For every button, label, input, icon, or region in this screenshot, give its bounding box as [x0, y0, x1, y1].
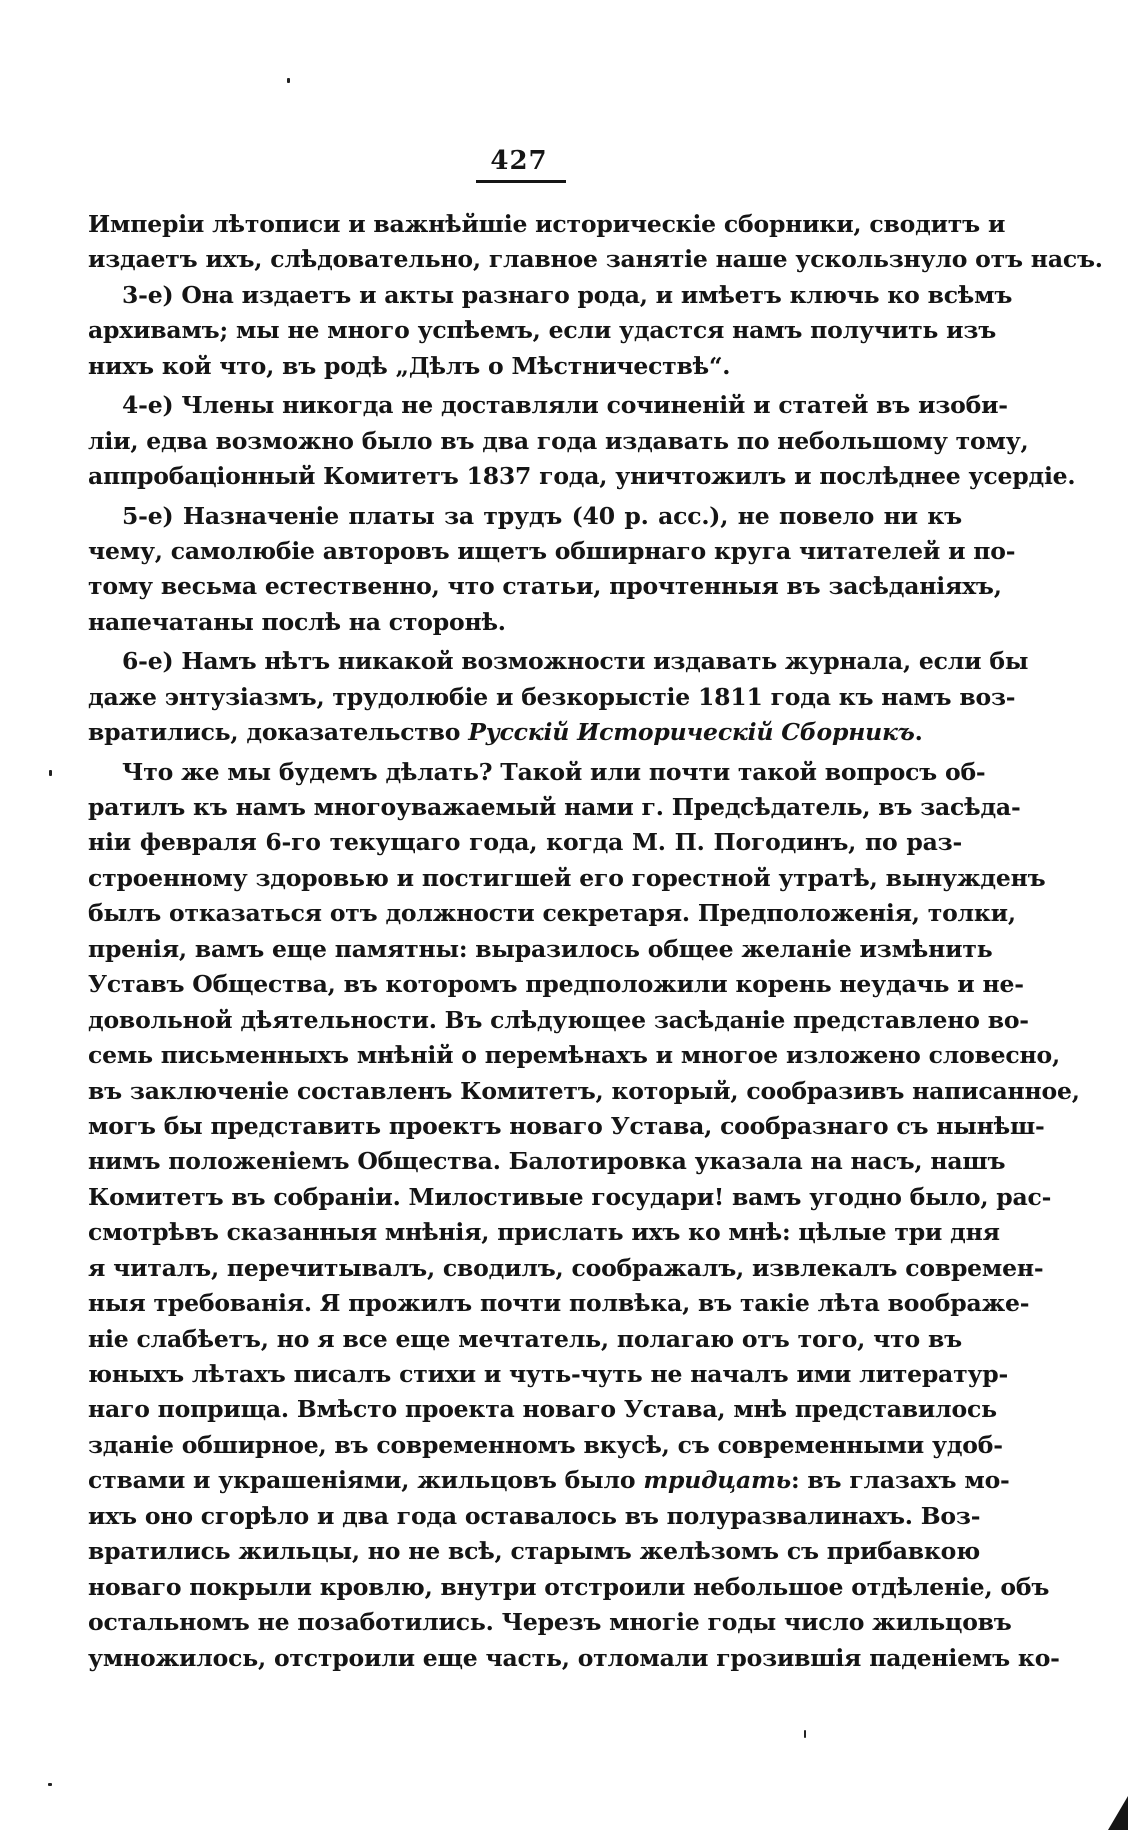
text-line-content: остальномъ не позаботились. Черезъ многіе годы число жильцовъ [88, 1608, 1012, 1637]
text-line-content: издаетъ ихъ, слѣдовательно, главное занятіе наше ускользнуло отъ насъ. [88, 245, 1103, 274]
text-line [88, 1605, 1012, 1640]
text-line [88, 1428, 1003, 1463]
text-line [88, 1534, 981, 1569]
text-line-content: строенному здоровью и постигшей его горестной утратѣ, вынужденъ [88, 863, 1046, 892]
scan-speck [48, 1783, 52, 1786]
text-line [88, 680, 1016, 715]
text-line-content: былъ отказаться отъ должности секретаря. Предположенія, толки, [88, 899, 1016, 928]
text-line-content: ліи, едва возможно было въ два года издавать по небольшому тому, [88, 426, 1029, 455]
text-line [88, 644, 1029, 679]
text-line [88, 313, 997, 348]
text-line [88, 605, 962, 640]
text-line [88, 207, 1006, 242]
text-line-content: ніи февраля 6-го текущаго года, когда М. П. Погодинъ, по раз- [88, 828, 962, 857]
text-line-content: 5-е) Назначеніе платы за трудъ (40 р. асс.), не повело ни къ [122, 501, 962, 530]
text-line [88, 1463, 1010, 1498]
text-line [88, 424, 1029, 459]
text-line [88, 1641, 1060, 1676]
text-line-content: архивамъ; мы не много успѣемъ, если удастся намъ получить изъ [88, 316, 997, 345]
text-line-content: 4-е) Члены никогда не доставляли сочиненій и статей въ изоби- [122, 391, 1008, 420]
page-number: 427 [490, 146, 548, 176]
text-line-content: чему, самолюбіе авторовъ ищетъ обширнаго круга читателей и по- [88, 536, 1016, 565]
text-line [88, 1286, 1030, 1321]
text-line-content: довольной дѣятельности. Въ слѣдующее засѣданіе представлено во- [88, 1005, 1029, 1034]
text-line-content: ихъ оно сгорѣло и два года оставалось въ полуразвалинахъ. Воз- [88, 1501, 981, 1530]
text-line [88, 1251, 1044, 1286]
text-line [88, 896, 1016, 931]
text-line [88, 861, 1046, 896]
text-line-content: Уставъ Общества, въ которомъ предположили корень неудачь и не- [88, 970, 1024, 999]
text-line-content: новаго покрыли кровлю, внутри отстроили небольшое отдѣленіе, объ [88, 1572, 1050, 1601]
text-line-content: Что же мы будемъ дѣлать? Такой или почти такой вопросъ об- [122, 757, 986, 786]
text-line-content: 6-е) Намъ нѣтъ никакой возможности издавать журнала, если бы [122, 647, 1029, 676]
text-line-content: наго поприща. Вмѣсто проекта новаго Устава, мнѣ представилось [88, 1395, 997, 1424]
text-line [88, 388, 1008, 423]
text-line [88, 1109, 1045, 1144]
text-line [88, 1322, 962, 1357]
text-line [88, 755, 986, 790]
text-line-content: зданіе обширное, въ современномъ вкусѣ, съ современными удоб- [88, 1430, 1003, 1459]
italic-title: тридцать [643, 1466, 791, 1495]
text-line [88, 534, 1016, 569]
text-line [88, 932, 993, 967]
text-line [88, 499, 962, 534]
text-line [88, 1392, 997, 1427]
text-line-content: даже энтузіазмъ, трудолюбіе и безкорыстіе 1811 года къ намъ воз- [88, 682, 1016, 711]
text-line-content: Имперіи лѣтописи и важнѣйшіе историческіе сборники, сводитъ и [88, 210, 1006, 238]
text-line-content: нихъ кой что, въ родѣ „Дѣлъ о Мѣстничествѣ“. [88, 351, 731, 380]
text-line [88, 349, 962, 384]
text-line [88, 967, 1024, 1002]
text-line-content: 3-е) Она издаетъ и акты разнаго рода, и имѣетъ ключь ко всѣмъ [122, 280, 1013, 309]
text-line-content: могъ бы представить проектъ новаго Устава, сообразнаго съ нынѣш- [88, 1111, 1045, 1140]
text-line-content: ратилъ къ намъ многоуважаемый нами г. Предсѣдатель, въ засѣда- [88, 793, 1021, 821]
scan-speck [804, 1730, 806, 1738]
text-line [88, 1144, 1006, 1179]
text-line-content: я читалъ, перечитывалъ, сводилъ, соображалъ, извлекалъ современ- [88, 1253, 1044, 1282]
text-line-content: нимъ положеніемъ Общества. Балотировка указала на насъ, нашъ [88, 1147, 1006, 1176]
text-line-content: ніе слабѣетъ, но я все еще мечтатель, полагаю отъ того, что въ [88, 1324, 962, 1353]
text-line-tail: : въ глазахъ мо- [790, 1466, 1010, 1495]
text-line-content: смотрѣвъ сказанныя мнѣнія, прислать ихъ ко мнѣ: цѣлые три дня [88, 1218, 1000, 1247]
text-line [88, 569, 1002, 604]
text-line [88, 715, 962, 750]
text-line [88, 1074, 1080, 1109]
text-line-content: семь письменныхъ мнѣній о перемѣнахъ и многое изложено словесно, [88, 1041, 1060, 1070]
page-number-rule [476, 180, 566, 183]
text-line [88, 459, 1076, 494]
text-line [88, 1357, 1009, 1392]
text-line [88, 825, 962, 860]
text-line-content: ствами и украшеніями, жильцовъ было [88, 1466, 644, 1495]
scan-speck [287, 78, 290, 83]
corner-mark [1108, 1796, 1128, 1830]
text-line-content: напечатаны послѣ на сторонѣ. [88, 607, 506, 636]
text-line [88, 242, 1103, 277]
text-line-content: тому весьма естественно, что статьи, прочтенныя въ засѣданіяхъ, [88, 572, 1002, 601]
text-line-content: пренія, вамъ еще памятны: выразилось общее желаніе измѣнить [88, 934, 993, 963]
text-line-content: въ заключеніе составленъ Комитетъ, который, сообразивъ написанное, [88, 1076, 1080, 1105]
body-text [88, 207, 1103, 1676]
italic-title: Русскій Историческій Сборникъ [468, 718, 915, 747]
text-line [88, 1499, 981, 1534]
text-line-content: вратились жильцы, но не всѣ, старымъ желѣзомъ съ прибавкою [88, 1537, 981, 1566]
text-line-content: ныя требованія. Я прожилъ почти полвѣка, въ такіе лѣта воображе- [88, 1289, 1030, 1318]
scan-speck [49, 770, 52, 776]
text-line [88, 1180, 1052, 1215]
text-line [88, 1038, 1060, 1073]
text-line [88, 1215, 1000, 1250]
text-line-content: аппробаціонный Комитетъ 1837 года, уничтожилъ и послѣднее усердіе. [88, 462, 1076, 491]
text-line-tail: . [914, 718, 923, 747]
text-line [88, 1570, 1050, 1605]
text-line [88, 1003, 1029, 1038]
text-line-content: Комитетъ въ собраніи. Милостивые государи! вамъ угодно было, рас- [88, 1182, 1052, 1211]
text-line [88, 278, 1013, 313]
text-line-content: юныхъ лѣтахъ писалъ стихи и чуть-чуть не началъ ими литератур- [88, 1360, 1009, 1388]
text-line [88, 790, 1021, 825]
text-line-content: вратились, доказательство [88, 718, 469, 747]
text-line-content: умножилось, отстроили еще часть, отломали грозившія паденіемъ ко- [88, 1643, 1060, 1672]
